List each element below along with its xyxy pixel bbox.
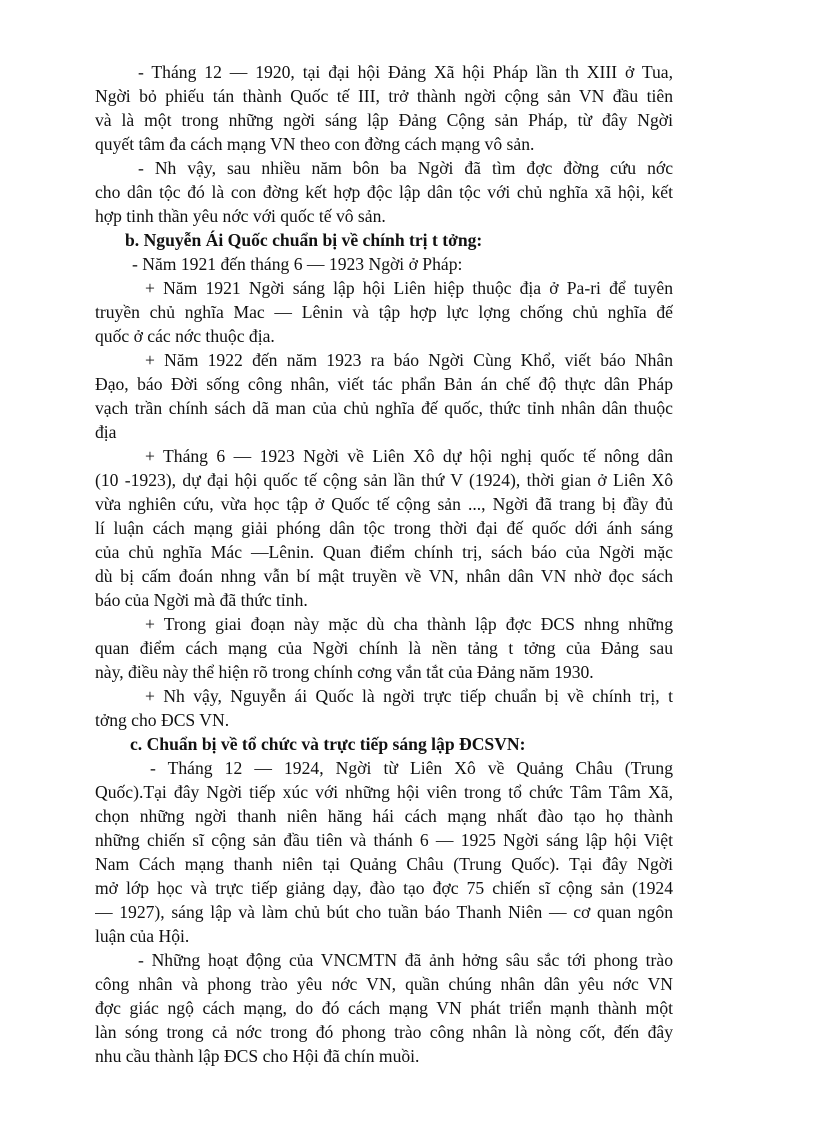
text-line: - Những hoạt động của VNCMTN đã ảnh hởng sâu sắc tới phong trào — [138, 950, 673, 970]
text-line: + Trong giai đoạn này mặc dù cha thành lập đợc ĐCS nhng những — [145, 614, 673, 634]
text-line: - Năm 1921 đến tháng 6 — 1923 Ngời ở Pháp: — [132, 254, 463, 274]
text-line: đợc giác ngộ cách mạng, do đó cách mạng VN phát triển mạnh thành một — [95, 998, 673, 1018]
text-line: chọn những ngời thanh niên hăng hái cách mạng nhất đào tạo họ thành — [95, 806, 673, 826]
text-line: - Tháng 12 — 1920, tại đại hội Đảng Xã hội Pháp lần th XIII ở Tua, — [138, 62, 673, 82]
text-line: quốc ở các nớc thuộc địa. — [95, 326, 275, 346]
text-line: vừa nghiên cứu, vừa học tập ở Quốc tế cộng sản ..., Ngời đã trang bị đầy đủ — [95, 494, 673, 514]
text-line: cho dân tộc đó là con đờng kết hợp độc lập dân tộc với chủ nghĩa xã hội, kết — [95, 182, 673, 202]
text-line: Quốc).Tại đây Ngời tiếp xúc với những hội viên trong tổ chức Tâm Tâm Xã, — [95, 782, 673, 802]
text-line: này, điều này thể hiện rõ trong chính cơng vắn tắt của Đảng năm 1930. — [95, 662, 594, 682]
text-line: công nhân và phong trào yêu nớc VN, quần chúng nhân dân yêu nớc VN — [95, 974, 673, 994]
text-line: Nam Cách mạng thanh niên tại Quảng Châu (Trung Quốc). Tại đây Ngời — [95, 854, 673, 874]
text-line: mở lớp học và trực tiếp giảng dạy, đào tạo đợc 75 chiến sĩ cộng sản (1924 — [95, 878, 673, 898]
text-line: hợp tinh thần yêu nớc với quốc tế vô sản. — [95, 206, 386, 226]
text-line: vạch trần chính sách dã man của chủ nghĩa đế quốc, thức tỉnh nhân dân thuộc — [95, 398, 673, 418]
text-line: + Nh vậy, Nguyễn ái Quốc là ngời trực tiếp chuẩn bị về chính trị, t — [145, 686, 673, 706]
text-line: những chiến sĩ cộng sản đầu tiên và thánh 6 — 1925 Ngời sáng lập hội Việt — [95, 830, 673, 850]
text-line: - Nh vậy, sau nhiều năm bôn ba Ngời đã tìm đợc đờng cứu nớc — [138, 158, 673, 178]
text-line: (10 -1923), dự đại hội quốc tế cộng sản lần thứ V (1924), thời gian ở Liên Xô — [95, 470, 673, 490]
section-heading: c. Chuẩn bị về tổ chức và trực tiếp sáng lập ĐCSVN: — [130, 734, 526, 754]
text-line: luận của Hội. — [95, 926, 190, 946]
text-line: báo của Ngời mà đã thức tỉnh. — [95, 590, 308, 610]
text-line: và là một trong những ngời sáng lập Đảng Cộng sản Pháp, từ đây Ngời — [95, 110, 673, 130]
text-line: quyết tâm đa cách mạng VN theo con đờng cách mạng vô sản. — [95, 134, 535, 154]
text-line: + Tháng 6 — 1923 Ngời về Liên Xô dự hội nghị quốc tế nông dân — [145, 446, 673, 466]
text-line: — 1927), sáng lập và làm chủ bút cho tuần báo Thanh Niên — cơ quan ngôn — [95, 902, 673, 922]
text-line: làn sóng trong cả nớc trong đó phong trào công nhân là nòng cốt, đến đây — [95, 1022, 673, 1042]
text-line: Đạo, báo Đời sống công nhân, viết tác phẩn Bản án chế độ thực dân Pháp — [95, 374, 673, 394]
text-line: dù bị cấm đoán nhng vẫn bí mật truyền về VN, nhân dân VN nhờ đọc sách — [95, 566, 673, 586]
section-heading: b. Nguyễn Ái Quốc chuẩn bị về chính trị t tởng: — [125, 230, 483, 250]
text-line: địa — [95, 422, 117, 442]
text-line: nhu cầu thành lập ĐCS cho Hội đã chín muồi. — [95, 1046, 420, 1066]
text-line: của chủ nghĩa Mác —Lênin. Quan điểm chính trị, sách báo của Ngời mặc — [95, 542, 673, 562]
text-line: - Tháng 12 — 1924, Ngời từ Liên Xô về Quảng Châu (Trung — [150, 758, 673, 778]
text-line: lí luận cách mạng giải phóng dân tộc trong thời đại đế quốc dới ánh sáng — [95, 518, 673, 538]
text-line: quan điểm cách mạng của Ngời chính là nền tảng t tởng của Đảng sau — [95, 638, 673, 658]
text-line: + Năm 1921 Ngời sáng lập hội Liên hiệp thuộc địa ở Pa-ri để tuyên — [145, 278, 673, 298]
text-line: + Năm 1922 đến năm 1923 ra báo Ngời Cùng Khổ, viết báo Nhân — [145, 350, 673, 370]
text-line: tởng cho ĐCS VN. — [95, 710, 230, 730]
text-line: truyền chủ nghĩa Mac — Lênin và tập hợp lực lợng chống chủ nghĩa đế — [95, 302, 673, 322]
text-line: Ngời bỏ phiếu tán thành Quốc tế III, trở thành ngời cộng sản VN đầu tiên — [95, 86, 673, 106]
